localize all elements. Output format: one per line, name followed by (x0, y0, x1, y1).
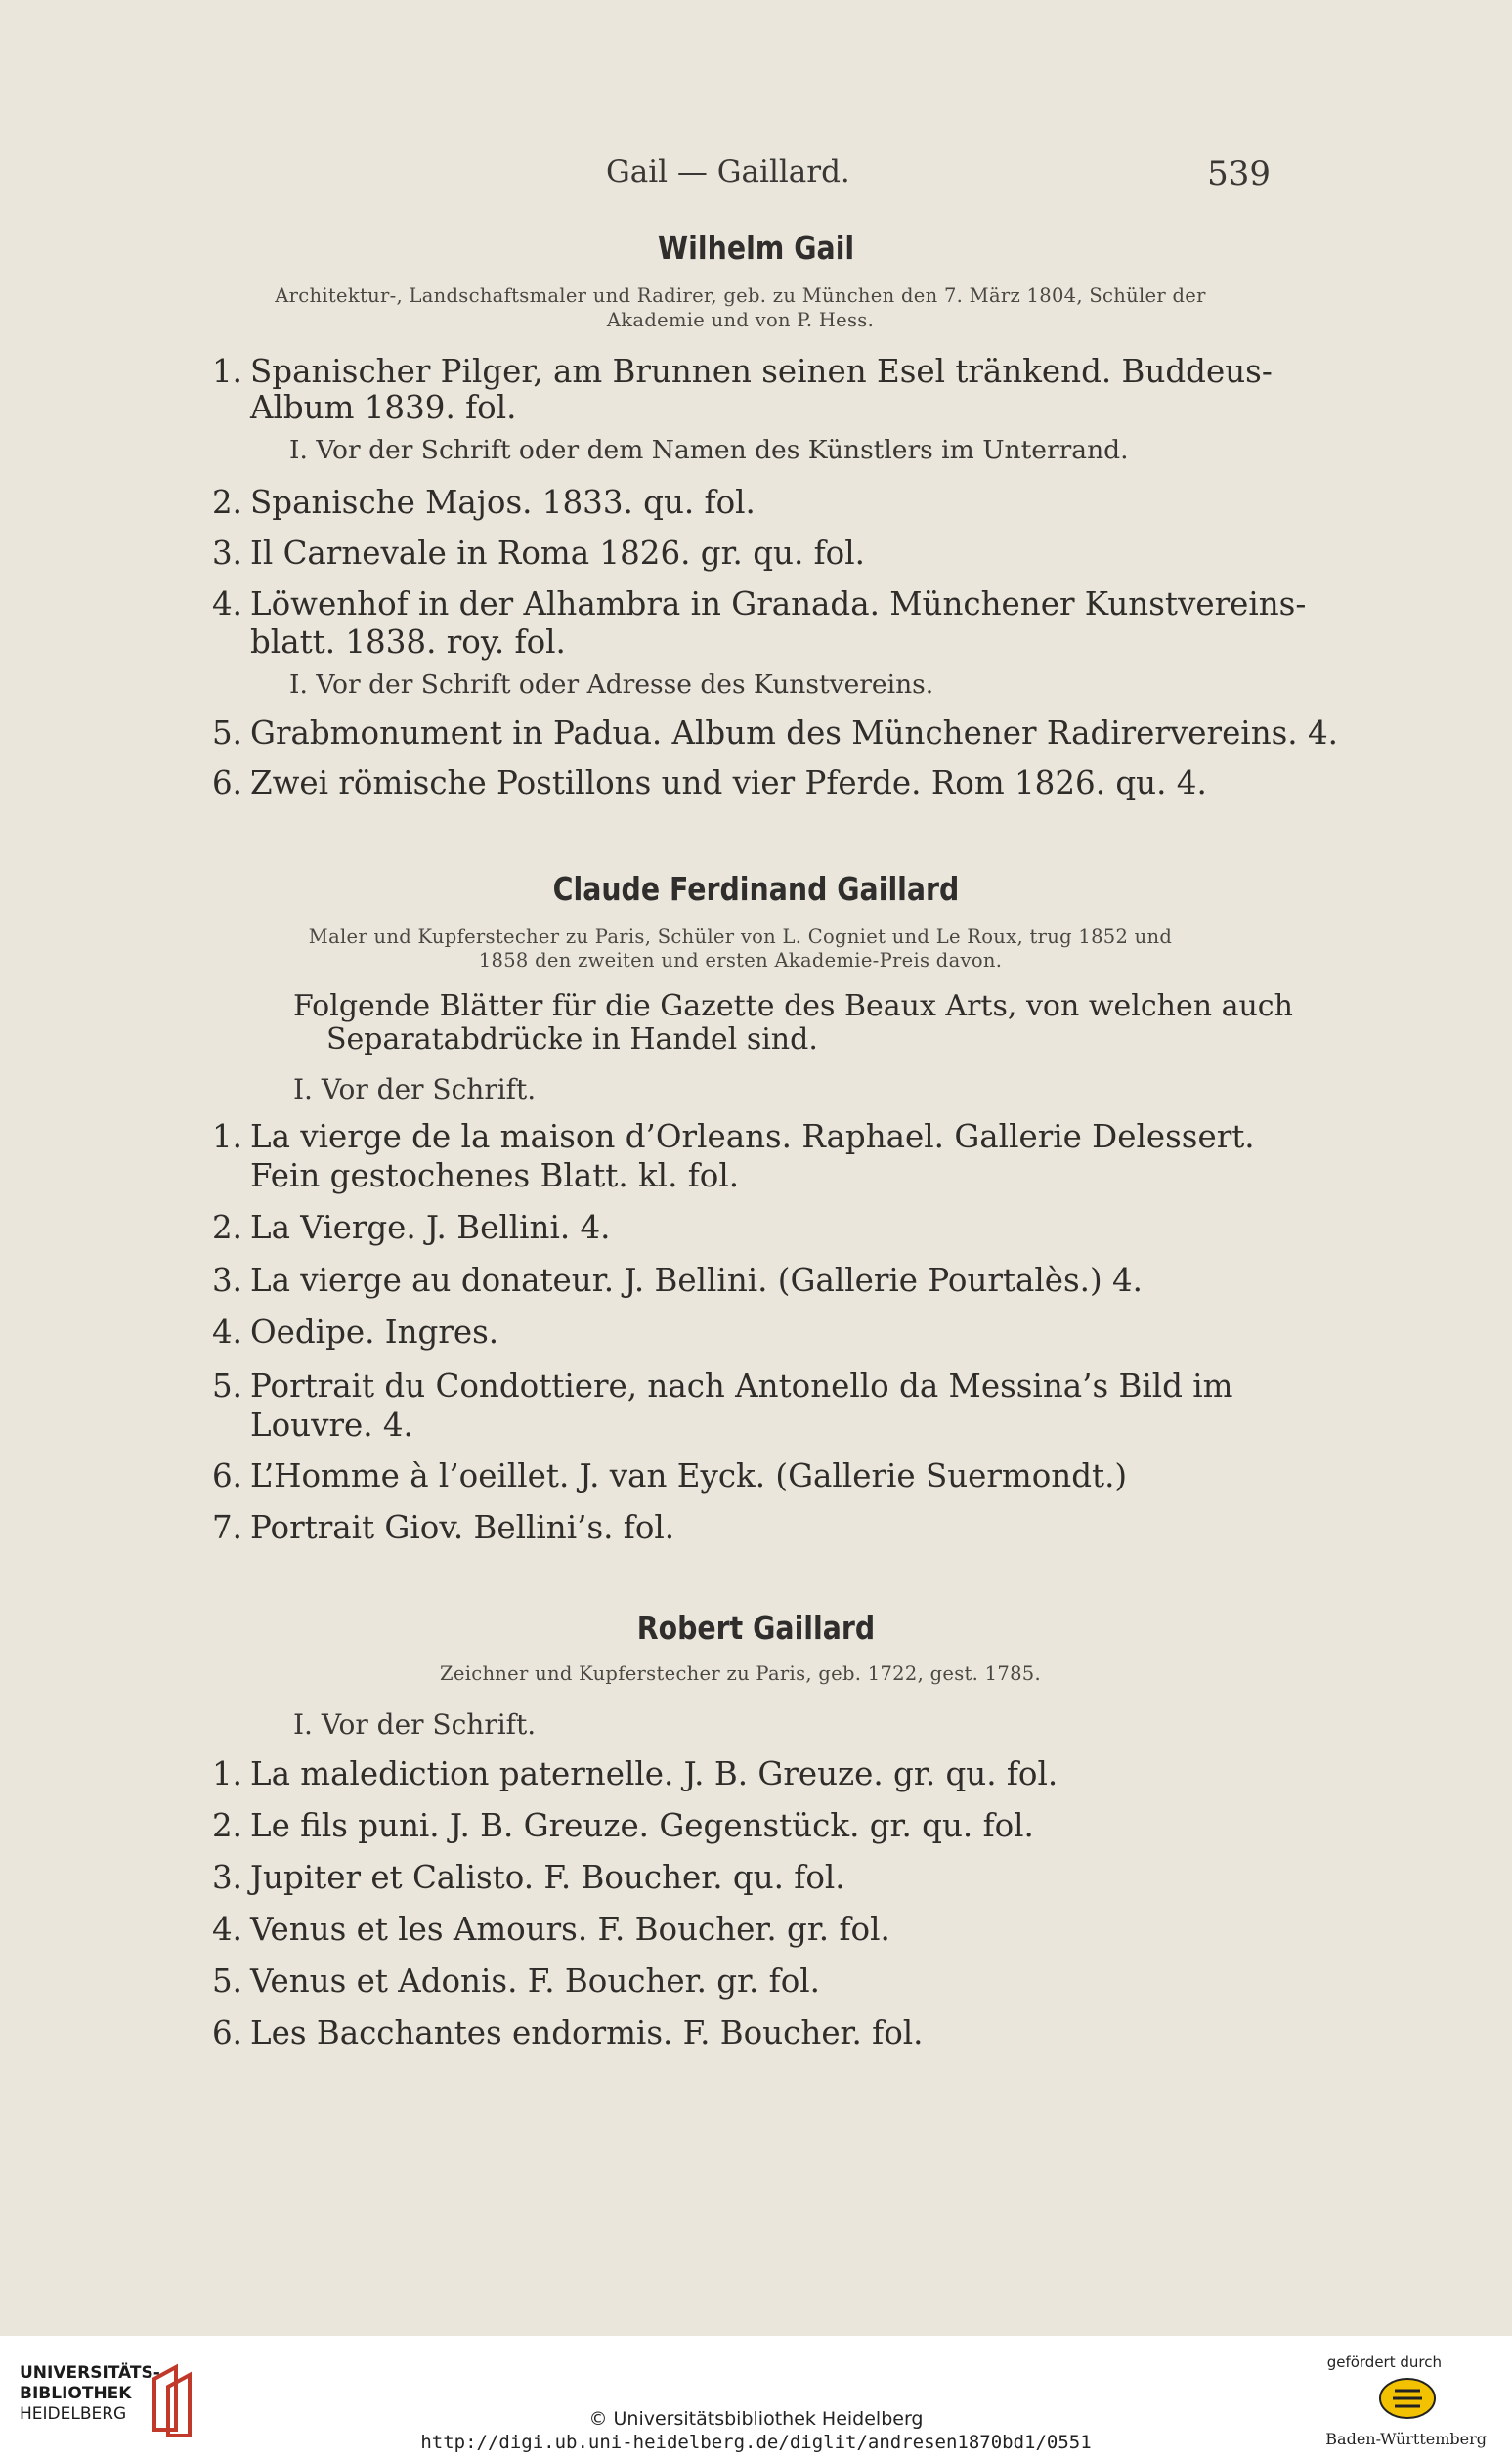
bio-line: Architektur-, Landschaftsmaler und Radirer, geb. zu München den 7. März 1804, Schüler der (275, 284, 1206, 307)
entry (195, 1313, 498, 1352)
section-heading-wilhelm-gail: Wilhelm Gail (657, 229, 855, 267)
entry (195, 1754, 1058, 1793)
funder-name: Baden-Württemberg (1325, 2430, 1487, 2448)
entry-number: 6. (211, 2014, 242, 2051)
entry (195, 1261, 1143, 1300)
entry-text: Spanischer Pilger, am Brunnen seinen Esel tränkend. Buddeus- (250, 353, 1273, 390)
entry-number: 3. (211, 535, 242, 572)
entry-number: 4. (211, 1314, 242, 1351)
entry (195, 1456, 1127, 1495)
bio-line: Maler und Kupferstecher zu Paris, Schüler von L. Cogniet und Le Roux, trug 1852 und (308, 926, 1173, 948)
entry-number: 5. (211, 714, 242, 752)
entry (195, 1806, 1034, 1845)
entry-number: 3. (211, 1859, 242, 1896)
entry-number: 3. (211, 1262, 242, 1299)
entry-text: L’Homme à l’oeillet. J. van Eyck. (Gallerie Suermondt.) (250, 1457, 1128, 1494)
entry (195, 1910, 890, 1949)
entry-number: 4. (211, 1911, 242, 1948)
state-note: I. Vor der Schrift oder dem Namen des Künstlers im Unterrand. (289, 435, 1129, 465)
entry-number: 4. (211, 585, 242, 623)
entry-number: 6. (211, 1457, 242, 1494)
entry-continuation: Fein gestochenes Blatt. kl. fol. (250, 1157, 740, 1194)
entry-number: 1. (211, 353, 242, 390)
entry (195, 534, 865, 573)
entry-text: Portrait du Condottiere, nach Antonello da Messina’s Bild im (250, 1367, 1233, 1404)
state-note: I. Vor der Schrift. (293, 1073, 537, 1105)
entry-number: 2. (211, 484, 242, 521)
entry (195, 352, 1273, 391)
intro-text: Separatabdrücke in Handel sind. (326, 1022, 818, 1057)
entry (195, 1208, 611, 1247)
entry (195, 1366, 1233, 1405)
bio-line: 1858 den zweiten und ersten Akademie-Preis davon. (478, 949, 1003, 971)
header-title: Gail — Gaillard. (606, 154, 850, 190)
entry-number: 6. (211, 764, 242, 801)
intro-text: Folgende Blätter für die Gazette des Beaux Arts, von welchen auch (293, 989, 1293, 1023)
section-heading-claude-ferdinand-gaillard: Claude Ferdinand Gaillard (552, 870, 960, 908)
entry-text: Grabmonument in Padua. Album des Münchener Radirervereins. 4. (250, 714, 1338, 752)
entry (195, 1962, 820, 2001)
library-name-line: HEIDELBERG (20, 2404, 127, 2424)
entry-text: Oedipe. Ingres. (250, 1314, 499, 1351)
entry-text: Portrait Giov. Bellini’s. fol. (250, 1509, 675, 1546)
state-note: I. Vor der Schrift. (293, 1708, 537, 1741)
entry-number: 7. (211, 1509, 242, 1546)
entry-text: Zwei römische Postillons und vier Pferde. Rom 1826. qu. 4. (250, 764, 1207, 801)
entry-continuation: Album 1839. fol. (250, 389, 517, 426)
coat-of-arms-icon (1377, 2377, 1438, 2420)
copyright-notice: © Universitätsbibliothek Heidelberg (588, 2408, 924, 2430)
entry-number: 1. (211, 1755, 242, 1792)
entry-text: Venus et Adonis. F. Boucher. gr. fol. (250, 1963, 821, 2000)
entry (195, 584, 1306, 624)
entry (195, 713, 1338, 753)
entry-text: Jupiter et Calisto. F. Boucher. qu. fol. (250, 1859, 845, 1896)
entry-text: Venus et les Amours. F. Boucher. gr. fol. (250, 1911, 890, 1948)
entry-number: 2. (211, 1209, 242, 1246)
entry-text: La Vierge. J. Bellini. 4. (250, 1209, 611, 1246)
entry (195, 483, 756, 522)
entry-text: La vierge au donateur. J. Bellini. (Gallerie Pourtalès.) 4. (250, 1262, 1144, 1299)
entry-text: Spanische Majos. 1833. qu. fol. (250, 484, 756, 521)
entry-number: 2. (211, 1807, 242, 1844)
entry-continuation: blatt. 1838. roy. fol. (250, 624, 566, 661)
entry-text: La malediction paternelle. J. B. Greuze. gr. qu. fol. (250, 1755, 1058, 1792)
entry (195, 2013, 924, 2052)
section-heading-robert-gaillard: Robert Gaillard (636, 1609, 876, 1647)
permalink[interactable]: http://digi.ub.uni-heidelberg.de/diglit/andresen1870bd1/0551 (420, 2432, 1092, 2453)
entry-number: 5. (211, 1367, 242, 1404)
entry-number: 1. (211, 1118, 242, 1155)
bio-line: Akademie und von P. Hess. (606, 309, 875, 331)
state-note: I. Vor der Schrift oder Adresse des Kunstvereins. (289, 669, 934, 700)
entry-text: Löwenhof in der Alhambra in Granada. Münchener Kunstvereins- (250, 585, 1307, 623)
page-number: 539 (1207, 154, 1271, 194)
entry (195, 763, 1207, 802)
entry (195, 1858, 845, 1897)
entry (195, 1508, 674, 1547)
entry-text: Les Bacchantes endormis. F. Boucher. fol. (250, 2014, 924, 2051)
entry-continuation: Louvre. 4. (250, 1406, 413, 1444)
footer-bar (0, 2336, 1512, 2459)
entry-text: Il Carnevale in Roma 1826. gr. qu. fol. (250, 535, 865, 572)
library-name-line: BIBLIOTHEK (20, 2384, 132, 2403)
library-name-line: UNIVERSITÄTS- (20, 2363, 160, 2383)
entry (195, 1117, 1255, 1156)
entry-text: La vierge de la maison d’Orleans. Raphael. Gallerie Delessert. (250, 1118, 1255, 1155)
entry-number: 5. (211, 1963, 242, 2000)
funded-by-label: gefördert durch (1326, 2353, 1442, 2371)
bio-line: Zeichner und Kupferstecher zu Paris, geb. 1722, gest. 1785. (440, 1662, 1041, 1685)
entry-text: Le fils puni. J. B. Greuze. Gegenstück. gr. qu. fol. (250, 1807, 1034, 1844)
